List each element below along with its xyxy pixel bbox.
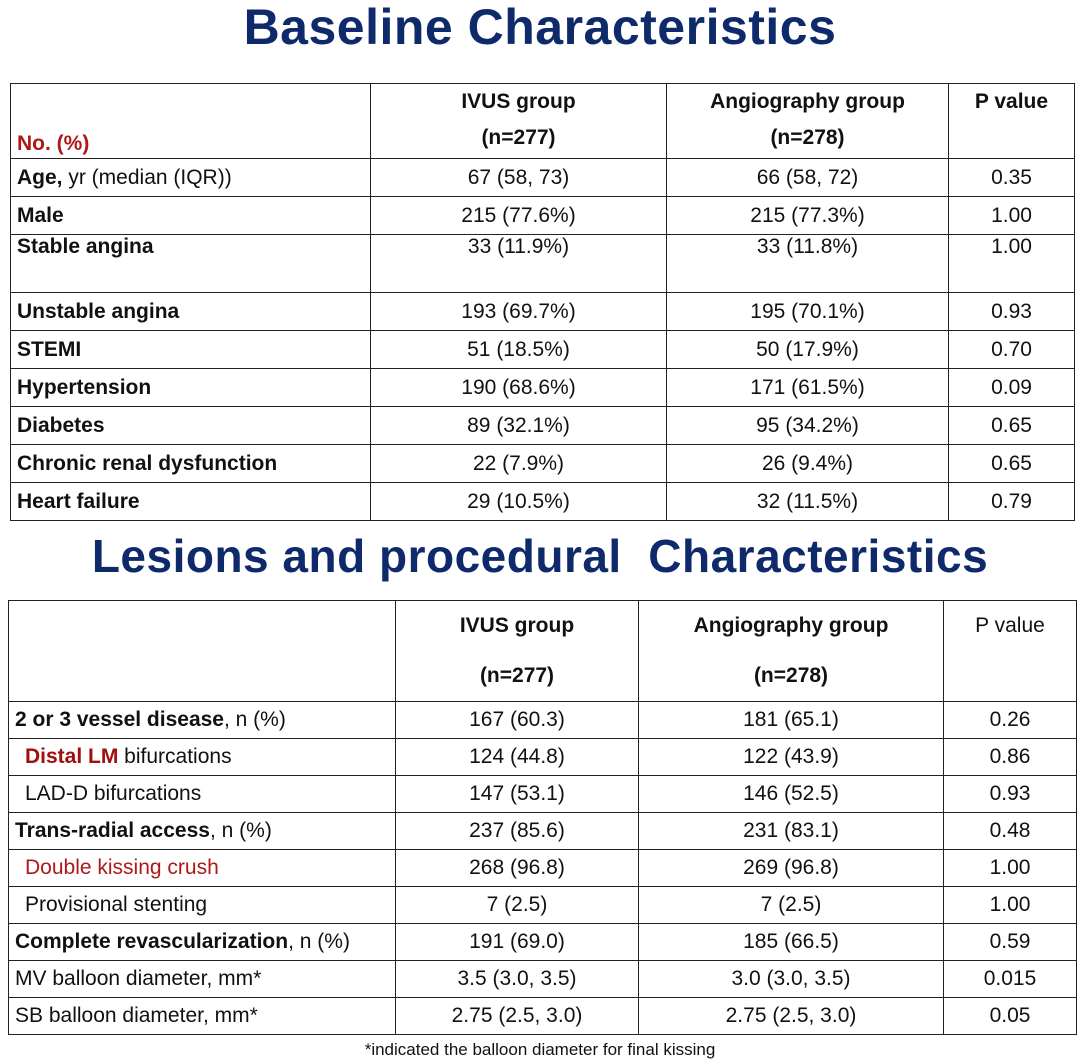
angio-value: 7 (2.5) bbox=[639, 887, 944, 924]
row-label bbox=[11, 235, 371, 293]
row-label-bold: Age, bbox=[17, 165, 63, 189]
baseline-table bbox=[10, 83, 1075, 521]
p-value: 0.35 bbox=[949, 159, 1075, 197]
table-row bbox=[9, 739, 1077, 776]
row-label bbox=[9, 924, 396, 961]
table-row bbox=[11, 159, 1075, 197]
row-label-bold: Complete revascularization bbox=[15, 930, 289, 953]
angio-value: 146 (52.5) bbox=[639, 776, 944, 813]
row-label-bold: Heart failure bbox=[17, 489, 140, 513]
ivus-value: 22 (7.9%) bbox=[371, 445, 667, 483]
table-header-row bbox=[9, 601, 1077, 702]
row-label-bold: 2 or 3 vessel disease bbox=[15, 708, 224, 731]
row-label bbox=[9, 998, 396, 1035]
row-label bbox=[11, 159, 371, 197]
table-row bbox=[9, 776, 1077, 813]
table-row bbox=[11, 445, 1075, 483]
p-value: 0.59 bbox=[944, 924, 1077, 961]
p-value-header: P value bbox=[944, 601, 1077, 702]
row-label bbox=[11, 407, 371, 445]
p-value: 0.79 bbox=[949, 483, 1075, 521]
row-label-bold: Chronic renal dysfunction bbox=[17, 451, 278, 475]
row-label bbox=[9, 850, 396, 887]
row-label bbox=[11, 369, 371, 407]
p-value: 0.48 bbox=[944, 813, 1077, 850]
row-label-text: , n (%) bbox=[224, 708, 286, 731]
lesions-title: Lesions and procedural Characteristics bbox=[91, 530, 989, 582]
row-label-text: Provisional stenting bbox=[25, 893, 208, 916]
p-value: 0.93 bbox=[949, 293, 1075, 331]
angio-value: 215 (77.3%) bbox=[667, 197, 949, 235]
table-row bbox=[9, 813, 1077, 850]
row-label bbox=[11, 445, 371, 483]
row-label-text: SB balloon diameter, mm* bbox=[15, 1004, 258, 1027]
row-label bbox=[11, 197, 371, 235]
table-row bbox=[11, 407, 1075, 445]
p-value: 0.93 bbox=[944, 776, 1077, 813]
row-label bbox=[9, 887, 396, 924]
ivus-value: 2.75 (2.5, 3.0) bbox=[396, 998, 639, 1035]
row-label-header bbox=[9, 601, 396, 702]
ivus-header: IVUS group (n=277) bbox=[396, 601, 639, 702]
angio-value: 181 (65.1) bbox=[639, 702, 944, 739]
footnote: *indicated the balloon diameter for final kissing bbox=[364, 1040, 716, 1059]
row-label-bold: Male bbox=[17, 203, 64, 227]
row-label-text: bifurcations bbox=[118, 745, 232, 768]
row-label-text: , n (%) bbox=[209, 819, 272, 842]
row-label bbox=[11, 331, 371, 369]
row-label-bold: STEMI bbox=[17, 337, 82, 361]
ivus-value: 33 (11.9%) bbox=[371, 235, 667, 293]
angio-header: Angiography group (n=278) bbox=[639, 601, 944, 702]
ivus-value: 3.5 (3.0, 3.5) bbox=[396, 961, 639, 998]
table-row bbox=[9, 850, 1077, 887]
row-label bbox=[11, 293, 371, 331]
row-label bbox=[9, 702, 396, 739]
p-value: 0.65 bbox=[949, 407, 1075, 445]
angio-value: 185 (66.5) bbox=[639, 924, 944, 961]
row-label bbox=[11, 483, 371, 521]
row-label-bold: Trans-radial access bbox=[15, 819, 210, 842]
p-value: 0.26 bbox=[944, 702, 1077, 739]
angio-value: 2.75 (2.5, 3.0) bbox=[639, 998, 944, 1035]
ivus-value: 237 (85.6) bbox=[396, 813, 639, 850]
row-label bbox=[9, 813, 396, 850]
row-label-text: Double kissing crush bbox=[25, 856, 219, 879]
row-label-bold: Stable angina bbox=[17, 235, 154, 258]
angio-value: 95 (34.2%) bbox=[667, 407, 949, 445]
table-row bbox=[9, 887, 1077, 924]
table-row bbox=[11, 293, 1075, 331]
ivus-value: 67 (58, 73) bbox=[371, 159, 667, 197]
angio-value: 32 (11.5%) bbox=[667, 483, 949, 521]
row-label bbox=[9, 739, 396, 776]
row-label-bold: Distal LM bbox=[25, 745, 119, 768]
angio-value: 33 (11.8%) bbox=[667, 235, 949, 293]
p-value: 0.86 bbox=[944, 739, 1077, 776]
ivus-value: 51 (18.5%) bbox=[371, 331, 667, 369]
ivus-value: 215 (77.6%) bbox=[371, 197, 667, 235]
row-label-bold: Unstable angina bbox=[17, 299, 180, 323]
angio-value: 122 (43.9) bbox=[639, 739, 944, 776]
table-row bbox=[9, 961, 1077, 998]
table-header-row bbox=[11, 84, 1075, 159]
table-row bbox=[11, 369, 1075, 407]
p-value: 0.65 bbox=[949, 445, 1075, 483]
angio-value: 171 (61.5%) bbox=[667, 369, 949, 407]
ivus-header: IVUS group (n=277) bbox=[371, 84, 667, 159]
no-percent-label: No. (%) bbox=[17, 132, 90, 155]
ivus-value: 193 (69.7%) bbox=[371, 293, 667, 331]
baseline-title: Baseline Characteristics bbox=[243, 0, 837, 55]
table-row bbox=[9, 924, 1077, 961]
ivus-value: 29 (10.5%) bbox=[371, 483, 667, 521]
row-label bbox=[9, 776, 396, 813]
p-value-header: P value bbox=[949, 84, 1075, 159]
angio-value: 195 (70.1%) bbox=[667, 293, 949, 331]
table-row bbox=[9, 998, 1077, 1035]
p-value: 1.00 bbox=[944, 887, 1077, 924]
table-row bbox=[11, 483, 1075, 521]
angio-value: 269 (96.8) bbox=[639, 850, 944, 887]
angio-value: 50 (17.9%) bbox=[667, 331, 949, 369]
ivus-value: 191 (69.0) bbox=[396, 924, 639, 961]
table-row bbox=[11, 197, 1075, 235]
table-row bbox=[11, 235, 1075, 293]
ivus-value: 124 (44.8) bbox=[396, 739, 639, 776]
p-value: 1.00 bbox=[944, 850, 1077, 887]
row-label bbox=[9, 961, 396, 998]
angio-value: 66 (58, 72) bbox=[667, 159, 949, 197]
ivus-value: 268 (96.8) bbox=[396, 850, 639, 887]
angio-header: Angiography group (n=278) bbox=[667, 84, 949, 159]
ivus-value: 147 (53.1) bbox=[396, 776, 639, 813]
lesions-table bbox=[8, 600, 1077, 1035]
row-label-bold: Hypertension bbox=[17, 375, 152, 399]
p-value: 0.09 bbox=[949, 369, 1075, 407]
table-row bbox=[9, 702, 1077, 739]
p-value: 0.015 bbox=[944, 961, 1077, 998]
angio-value: 231 (83.1) bbox=[639, 813, 944, 850]
ivus-value: 7 (2.5) bbox=[396, 887, 639, 924]
row-label-text: MV balloon diameter, mm* bbox=[15, 967, 262, 990]
p-value: 1.00 bbox=[949, 235, 1075, 293]
row-label-text: , n (%) bbox=[288, 930, 350, 953]
p-value: 0.70 bbox=[949, 331, 1075, 369]
row-label-bold: Diabetes bbox=[17, 413, 105, 437]
p-value: 0.05 bbox=[944, 998, 1077, 1035]
ivus-value: 190 (68.6%) bbox=[371, 369, 667, 407]
row-label-text: yr (median (IQR)) bbox=[62, 165, 232, 189]
row-label-header bbox=[11, 84, 371, 159]
angio-value: 26 (9.4%) bbox=[667, 445, 949, 483]
ivus-value: 167 (60.3) bbox=[396, 702, 639, 739]
ivus-value: 89 (32.1%) bbox=[371, 407, 667, 445]
row-label-text: LAD-D bifurcations bbox=[25, 782, 202, 805]
p-value: 1.00 bbox=[949, 197, 1075, 235]
table-row bbox=[11, 331, 1075, 369]
angio-value: 3.0 (3.0, 3.5) bbox=[639, 961, 944, 998]
